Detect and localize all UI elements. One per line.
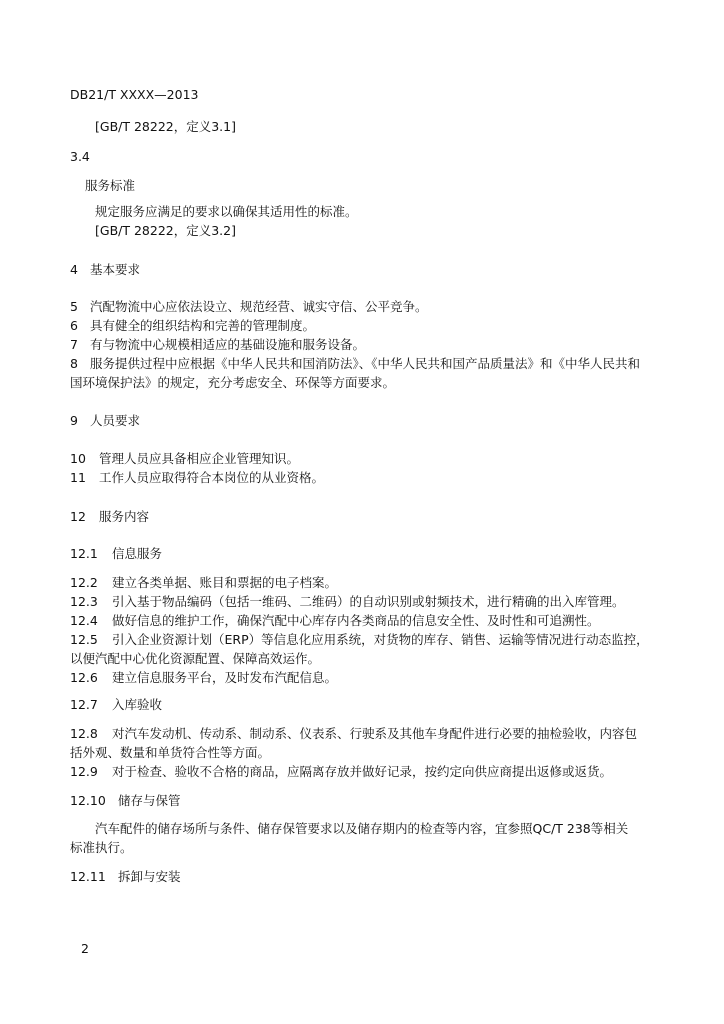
clause-12-10-continued: 标准执行。 — [70, 840, 133, 855]
clause-text: 对汽车发动机、传动系、制动系、仪表系、行驶系及其他车身配件进行必要的抽检验收，内容包 — [112, 726, 638, 741]
clause-text: 建立信息服务平台，及时发布汽配信息。 — [112, 670, 338, 685]
clause-10 — [70, 451, 299, 467]
clause-number: 6 — [70, 318, 78, 333]
clause-number: 12.5 — [70, 632, 98, 647]
clause-12-6 — [70, 670, 337, 686]
clause-number: 11 — [70, 470, 86, 485]
doc-code-header: DB21/T XXXX—2013 — [70, 87, 199, 102]
clause-7 — [70, 337, 365, 353]
clause-12-4 — [70, 613, 600, 629]
clause-number: 5 — [70, 299, 78, 314]
section-3-4-definition: 规定服务应满足的要求以确保其适用性的标准。 — [95, 204, 358, 219]
clause-number: 12.2 — [70, 575, 98, 590]
heading-9 — [70, 413, 140, 429]
clause-12-5-continued: 以便汽配中心优化资源配置、保障高效运作。 — [70, 651, 321, 666]
heading-number: 12 — [70, 509, 86, 524]
clause-8-continued: 国环境保护法》的规定，充分考虑安全、环保等方面要求。 — [70, 375, 396, 390]
clause-12-9 — [70, 764, 612, 780]
clause-text: 具有健全的组织结构和完善的管理制度。 — [90, 318, 316, 333]
clause-number: 7 — [70, 337, 78, 352]
clause-text: 管理人员应具备相应企业管理知识。 — [99, 451, 300, 466]
heading-title: 拆卸与安装 — [118, 869, 181, 884]
heading-title: 储存与保管 — [118, 793, 181, 808]
clause-number: 12.9 — [70, 764, 98, 779]
clause-number: 12.8 — [70, 726, 98, 741]
clause-text: 引入企业资源计划（ERP）等信息化应用系统，对货物的库存、销售、运输等情况进行动态监控， — [112, 632, 649, 647]
clause-12-5 — [70, 632, 649, 648]
heading-title: 人员要求 — [90, 413, 141, 428]
heading-title: 信息服务 — [112, 546, 163, 561]
heading-12-11 — [70, 869, 181, 885]
clause-8 — [70, 356, 640, 372]
heading-number: 12.10 — [70, 793, 106, 808]
heading-4 — [70, 262, 140, 278]
heading-number: 4 — [70, 262, 78, 277]
heading-number: 12.7 — [70, 697, 98, 712]
clause-12-3 — [70, 594, 625, 610]
heading-12-10 — [70, 793, 181, 809]
clause-number: 10 — [70, 451, 86, 466]
clause-number: 12.6 — [70, 670, 98, 685]
clause-text: 有与物流中心规模相适应的基础设施和服务设备。 — [90, 337, 366, 352]
clause-5 — [70, 299, 428, 315]
clause-6 — [70, 318, 315, 334]
clause-number: 8 — [70, 356, 78, 371]
section-3-4-number: 3.4 — [70, 149, 90, 164]
clause-11 — [70, 470, 324, 486]
clause-12-2 — [70, 575, 337, 591]
section-3-4-term: 服务标准 — [85, 178, 136, 193]
clause-text: 汽配物流中心应依法设立、规范经营、诚实守信、公平竞争。 — [90, 299, 428, 314]
clause-text: 工作人员应取得符合本岗位的从业资格。 — [99, 470, 325, 485]
heading-number: 12.11 — [70, 869, 106, 884]
heading-number: 9 — [70, 413, 78, 428]
clause-text: 做好信息的维护工作，确保汽配中心库存内各类商品的信息安全性、及时性和可追溯性。 — [112, 613, 600, 628]
clause-12-8-continued: 括外观、数量和单货符合性等方面。 — [70, 745, 271, 760]
clause-text: 服务提供过程中应根据《中华人民共和国消防法》、《中华人民共和国产品质量法》和《中华人民共和 — [90, 356, 641, 371]
section-3-4-reference: [GB/T 28222，定义3.2] — [95, 223, 236, 238]
clause-text: 建立各类单据、账目和票据的电子档案。 — [112, 575, 338, 590]
clause-number: 12.3 — [70, 594, 98, 609]
heading-12-7 — [70, 697, 162, 713]
heading-12-1 — [70, 546, 162, 562]
clause-number: 12.4 — [70, 613, 98, 628]
clause-12-10-text: 汽车配件的储存场所与条件、储存保管要求以及储存期内的检查等内容，宜参照QC/T 238等相关 — [95, 821, 629, 836]
reference-3-3: [GB/T 28222，定义3.1] — [95, 119, 236, 134]
heading-title: 基本要求 — [90, 262, 141, 277]
clause-12-8 — [70, 726, 637, 742]
heading-number: 12.1 — [70, 546, 98, 561]
heading-title: 服务内容 — [99, 509, 150, 524]
page-number: 2 — [81, 941, 89, 956]
heading-12 — [70, 509, 149, 525]
clause-text: 对于检查、验收不合格的商品，应隔离存放并做好记录，按约定向供应商提出返修或返货。 — [112, 764, 613, 779]
heading-title: 入库验收 — [112, 697, 163, 712]
clause-text: 引入基于物品编码（包括一维码、二维码）的自动识别或射频技术，进行精确的出入库管理。 — [112, 594, 625, 609]
